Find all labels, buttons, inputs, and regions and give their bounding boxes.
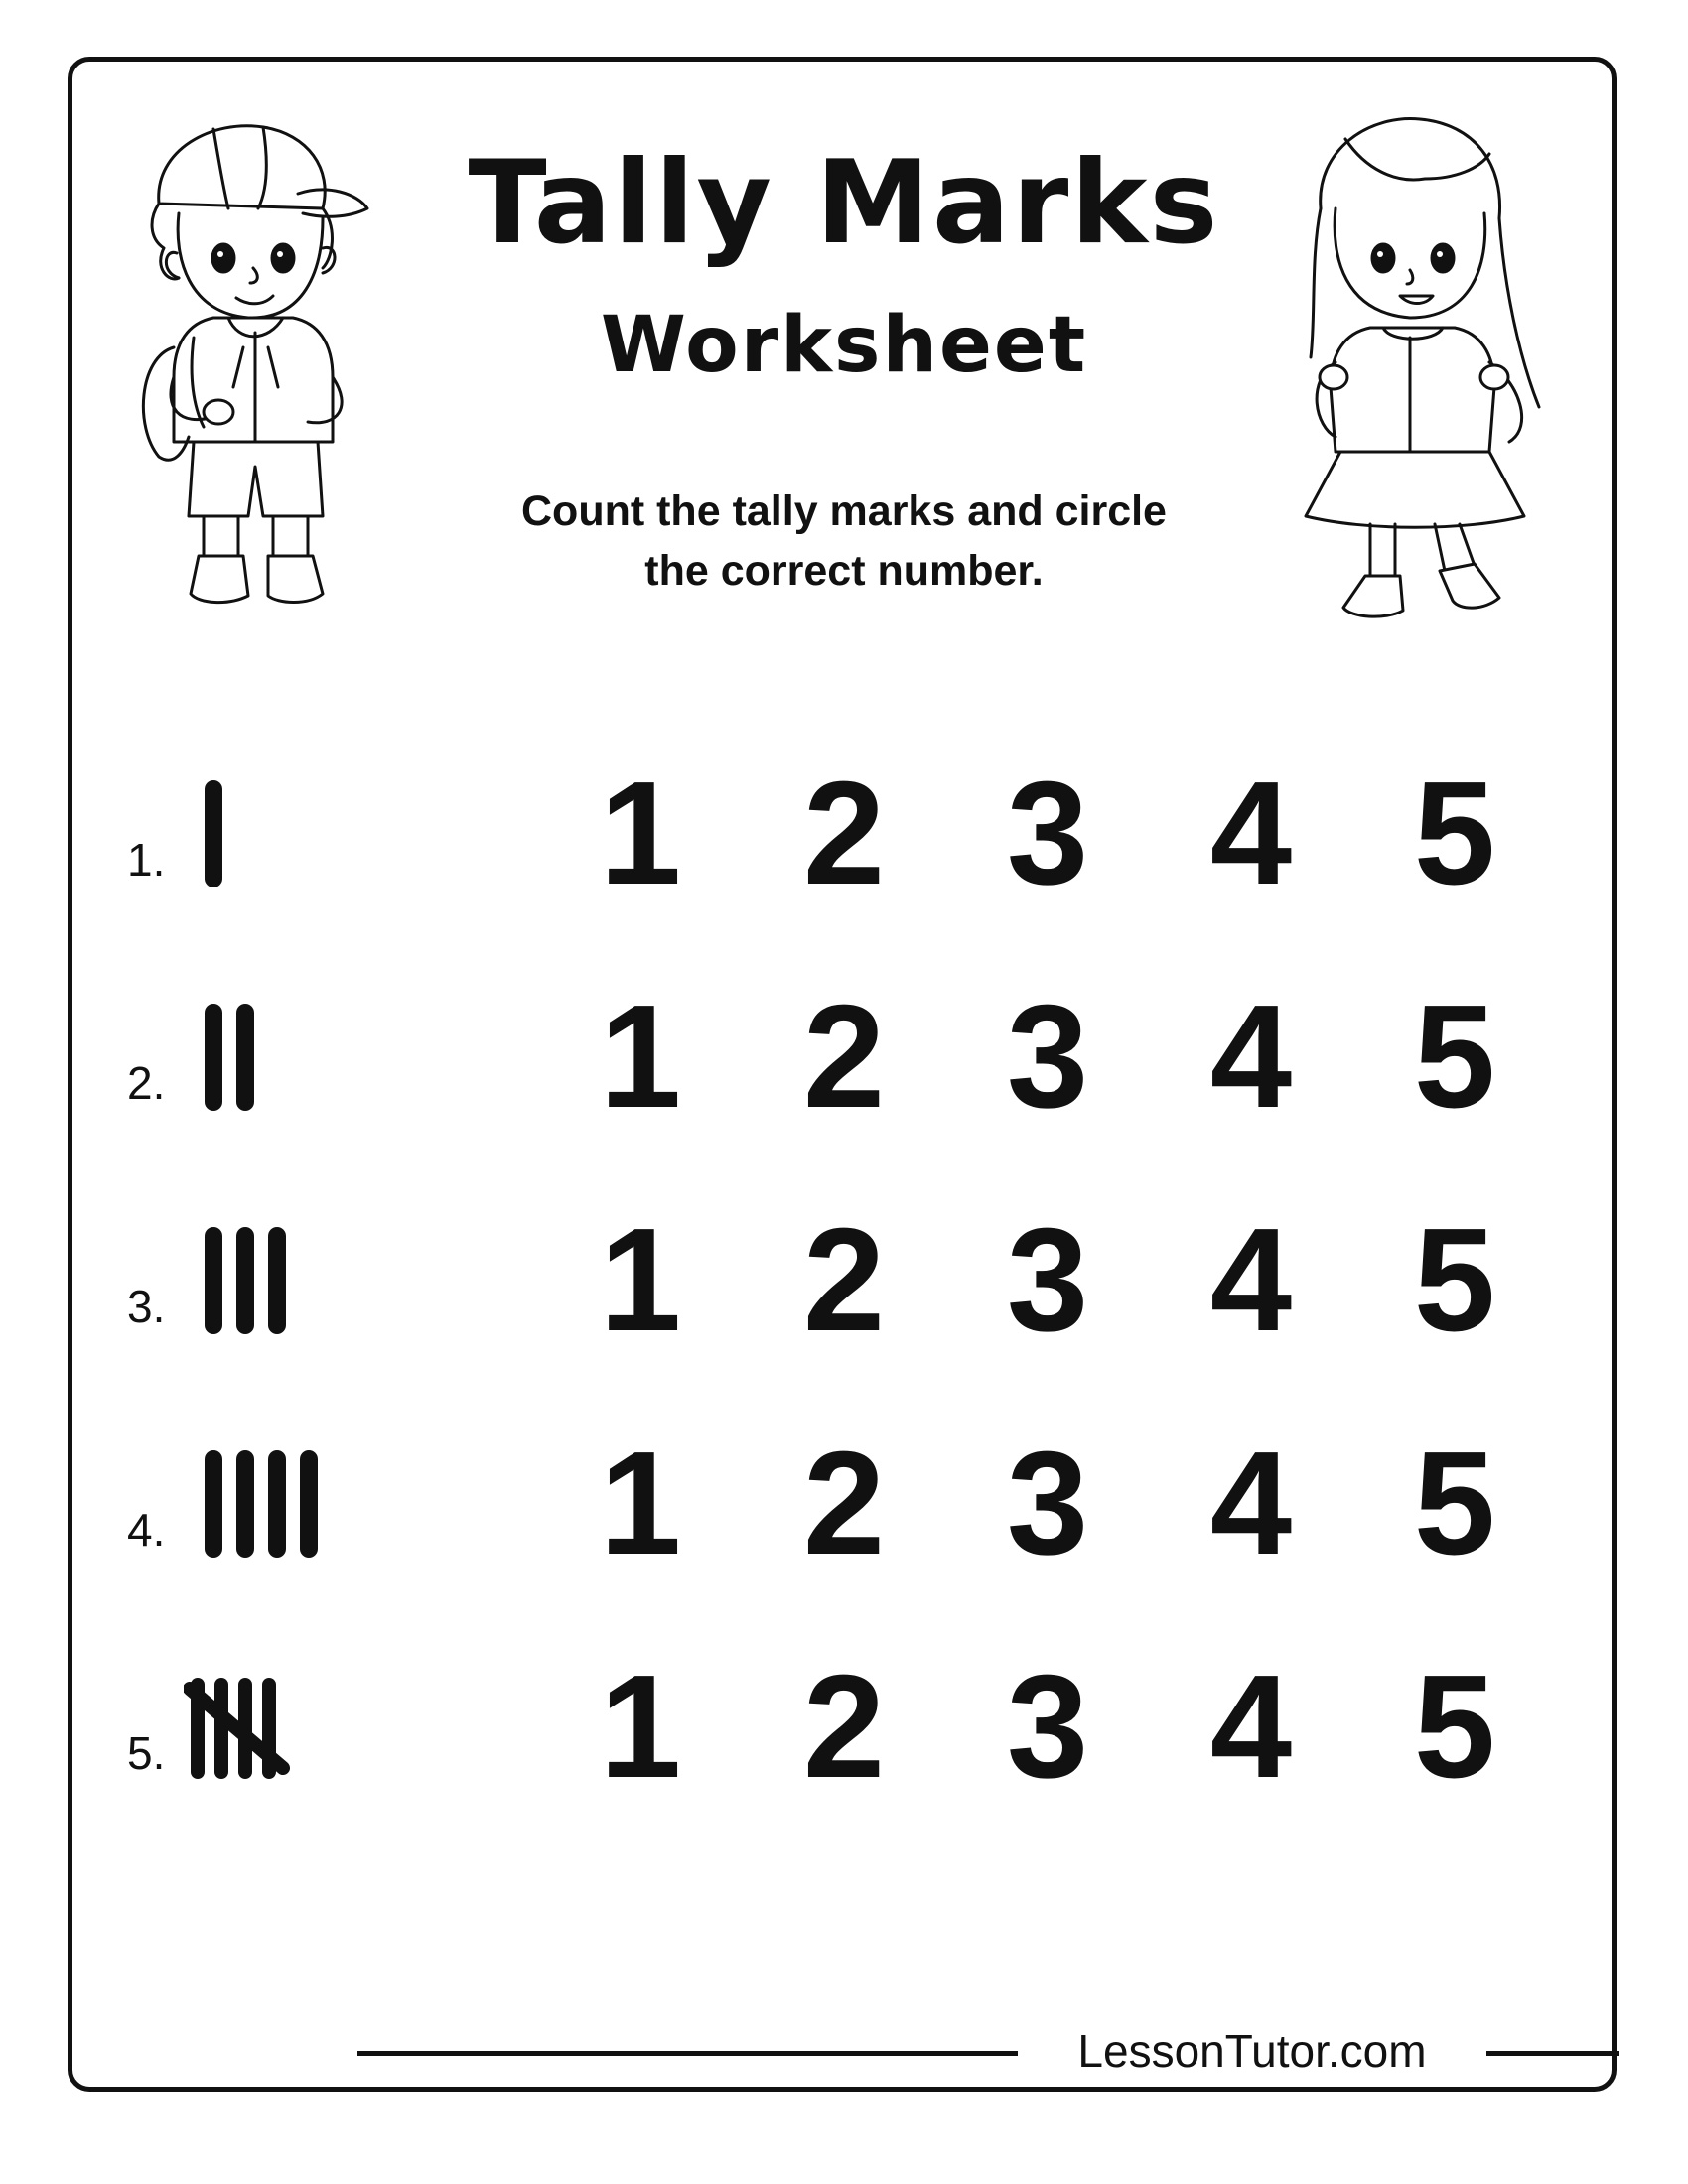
choice-5[interactable]: 5: [1413, 1422, 1496, 1585]
choice-2[interactable]: 2: [802, 1645, 886, 1809]
question-number: 2.: [127, 1057, 166, 1109]
choice-5[interactable]: 5: [1413, 1645, 1496, 1809]
question-number: 4.: [127, 1504, 166, 1556]
instructions: [437, 481, 1251, 601]
footer-divider-right: [1486, 2051, 1619, 2056]
choice-3[interactable]: 3: [1006, 1422, 1089, 1585]
question-number: 1.: [127, 834, 166, 886]
choice-1[interactable]: 1: [599, 1645, 682, 1809]
choice-3[interactable]: 3: [1006, 1198, 1089, 1362]
instructions-line-2: the correct number.: [644, 547, 1044, 595]
question-number: 3.: [127, 1281, 166, 1332]
question-3: [0, 1198, 1688, 1362]
tally-marks-5: [184, 1673, 343, 1782]
choice-1[interactable]: 1: [599, 751, 682, 915]
question-4: [0, 1422, 1688, 1585]
choice-3[interactable]: 3: [1006, 1645, 1089, 1809]
question-number: 5.: [127, 1727, 166, 1779]
tally-marks-3: [194, 1226, 352, 1335]
choice-2[interactable]: 2: [802, 975, 886, 1139]
choice-2[interactable]: 2: [802, 1422, 886, 1585]
tally-marks-1: [194, 779, 352, 888]
girl-illustration: [1276, 109, 1559, 640]
worksheet-title: Tally Marks: [468, 136, 1220, 270]
question-1: [0, 751, 1688, 915]
boy-illustration: [119, 109, 387, 625]
choice-5[interactable]: 5: [1413, 1198, 1496, 1362]
tally-marks-4: [194, 1449, 352, 1559]
footer-site-name: LessonTutor.com: [1023, 2021, 1481, 2081]
choice-4[interactable]: 4: [1209, 1645, 1293, 1809]
choice-4[interactable]: 4: [1209, 1422, 1293, 1585]
choice-4[interactable]: 4: [1209, 751, 1293, 915]
choice-3[interactable]: 3: [1006, 751, 1089, 915]
footer-divider-left: [357, 2051, 1018, 2056]
instructions-line-1: Count the tally marks and circle: [521, 487, 1167, 535]
choice-2[interactable]: 2: [802, 751, 886, 915]
choice-4[interactable]: 4: [1209, 975, 1293, 1139]
choice-5[interactable]: 5: [1413, 975, 1496, 1139]
tally-marks-2: [194, 1003, 352, 1112]
choice-3[interactable]: 3: [1006, 975, 1089, 1139]
choice-2[interactable]: 2: [802, 1198, 886, 1362]
question-2: [0, 975, 1688, 1139]
worksheet-subtitle: Worksheet: [600, 301, 1088, 390]
choice-4[interactable]: 4: [1209, 1198, 1293, 1362]
choice-1[interactable]: 1: [599, 1198, 682, 1362]
choice-1[interactable]: 1: [599, 975, 682, 1139]
choice-1[interactable]: 1: [599, 1422, 682, 1585]
choice-5[interactable]: 5: [1413, 751, 1496, 915]
question-5: [0, 1645, 1688, 1809]
